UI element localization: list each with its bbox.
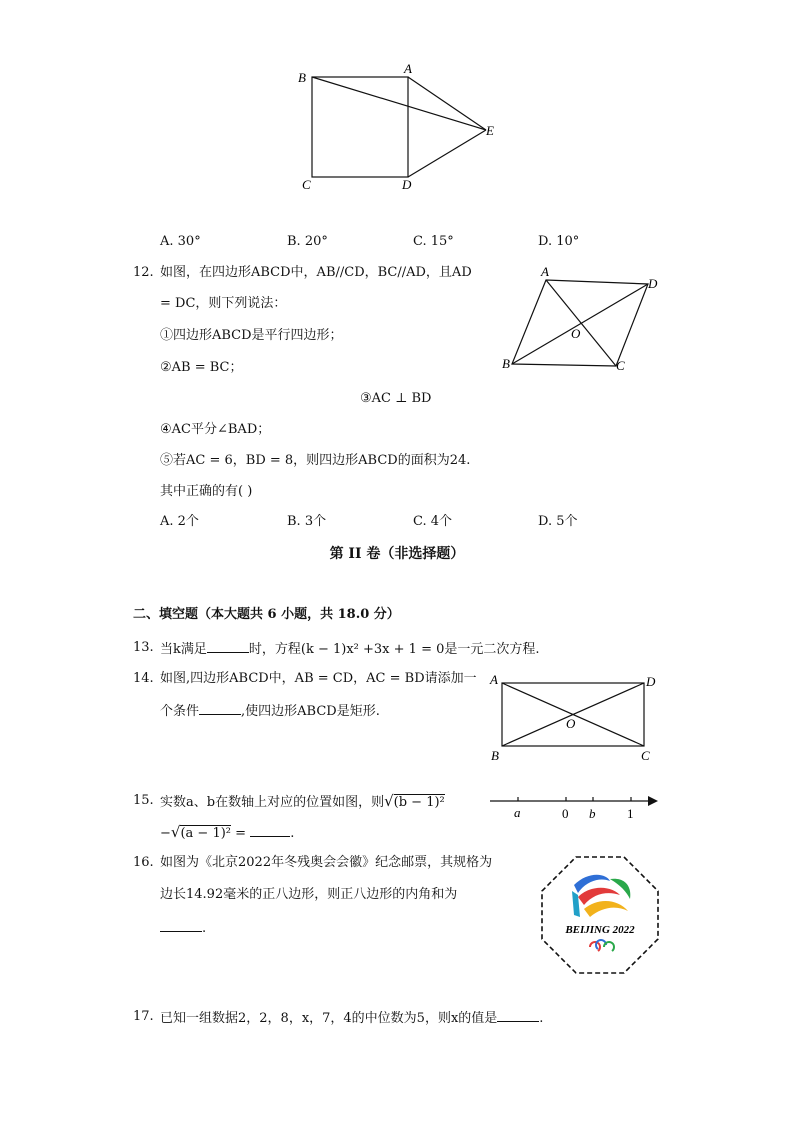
q15-number-line (488, 790, 663, 825)
q16-line1: 如图为《北京2022年冬残奥会会徽》纪念邮票，其规格为 (160, 855, 493, 870)
q14-figure (486, 670, 666, 765)
q14-label-A: A (490, 672, 498, 687)
q11-option-a[interactable]: A. 30° (160, 234, 201, 249)
q17-pre: 已知一组数据2，2，8，x，7，4的中位数为5，则x的值是 (160, 1011, 498, 1026)
q12-statement-3: ③AC ⊥ BD (360, 391, 432, 406)
q15-number: 15. (133, 793, 154, 808)
q13-post: 时，方程(k − 1)x² +3x + 1 = 0是一元二次方程. (248, 642, 540, 657)
q16-logo-text: BEIJING 2022 (565, 924, 635, 936)
q16-stamp-image (540, 855, 660, 975)
q11-option-b[interactable]: B. 20° (287, 234, 328, 249)
q16-number: 16. (133, 855, 154, 870)
q12-statement-5: ⑤若AC = 6，BD = 8，则四边形ABCD的面积为24. (160, 453, 471, 468)
q14-label-D: D (646, 674, 656, 689)
q14-label-O: O (566, 716, 576, 731)
q14-line2 (160, 700, 380, 722)
q12-label-O: O (571, 326, 581, 341)
q15-axis-one: 1 (627, 806, 634, 821)
q12-option-c[interactable]: C. 4个 (413, 514, 453, 529)
q13-text (160, 638, 540, 660)
q12-number: 12. (133, 265, 154, 280)
q17-answer-blank[interactable] (497, 1007, 539, 1022)
q16-line2: 边长14.92毫米的正八边形，则正八边形的内角和为 (160, 887, 458, 902)
part2-heading: 二、填空题（本大题共 6 小题，共 18.0 分） (133, 607, 400, 622)
q13-number: 13. (133, 640, 154, 655)
q15-minus: − (160, 826, 171, 841)
q14-post: ,使四边形ABCD是矩形. (241, 704, 380, 719)
q12-option-b[interactable]: B. 3个 (287, 514, 327, 529)
q12-option-a[interactable]: A. 2个 (160, 514, 199, 529)
q15-equals: = (231, 826, 251, 841)
q11-option-d[interactable]: D. 10° (538, 234, 580, 249)
q12-label-B: B (502, 356, 510, 371)
q12-statement-4: ④AC平分∠BAD； (160, 422, 271, 437)
q11-option-c[interactable]: C. 15° (413, 234, 454, 249)
q15-line1: 实数a、b在数轴上对应的位置如图，则√(b − 1)² (160, 792, 445, 810)
q14-pre: 个条件 (160, 704, 200, 719)
q11-label-B: B (298, 70, 306, 85)
q13-answer-blank[interactable] (207, 638, 249, 653)
q14-label-C: C (641, 748, 650, 763)
q13-pre: 当k满足 (160, 642, 207, 657)
q11-label-D: D (402, 177, 412, 192)
q14-answer-blank[interactable] (199, 700, 241, 715)
q12-question: 其中正确的有( ) (160, 484, 253, 499)
q14-label-B: B (491, 748, 499, 763)
q12-line1: 如图，在四边形ABCD中，AB//CD，BC//AD，且AD (160, 265, 472, 280)
q12-statement-1: ①四边形ABCD是平行四边形； (160, 328, 343, 343)
q17-number: 17. (133, 1009, 154, 1024)
q12-figure (498, 262, 668, 377)
section-title: 第 II 卷（非选择题） (329, 546, 465, 562)
q17-text (160, 1007, 543, 1029)
q11-label-E: E (486, 123, 494, 138)
q15-axis-zero: 0 (562, 806, 569, 821)
q11-figure (290, 60, 510, 195)
q12-option-d[interactable]: D. 5个 (538, 514, 578, 529)
q15-end: . (290, 826, 295, 841)
q15-line2: −√(a − 1)² = . (160, 823, 295, 841)
q11-label-C: C (302, 177, 311, 192)
q16-answer-blank[interactable] (160, 917, 202, 932)
q15-radicand-1: (b − 1)² (393, 795, 445, 810)
q16-line3 (160, 917, 206, 939)
q15-text: 实数a、b在数轴上对应的位置如图，则 (160, 795, 385, 810)
q17-end: . (539, 1011, 544, 1026)
q15-axis-b: b (589, 806, 596, 821)
q15-answer-blank[interactable] (250, 822, 290, 837)
q15-radicand-2: (a − 1)² (180, 826, 232, 841)
q12-label-C: C (616, 358, 625, 373)
q12-label-D: D (648, 276, 658, 291)
q12-line2: = DC，则下列说法： (160, 296, 287, 311)
q12-statement-2: ②AB = BC； (160, 360, 243, 375)
q14-number: 14. (133, 671, 154, 686)
q14-line1: 如图,四边形ABCD中，AB = CD，AC = BD请添加一 (160, 671, 477, 686)
q16-end: . (202, 921, 207, 936)
q12-label-A: A (541, 264, 549, 279)
q15-axis-a: a (514, 805, 521, 820)
q11-label-A: A (404, 61, 412, 76)
